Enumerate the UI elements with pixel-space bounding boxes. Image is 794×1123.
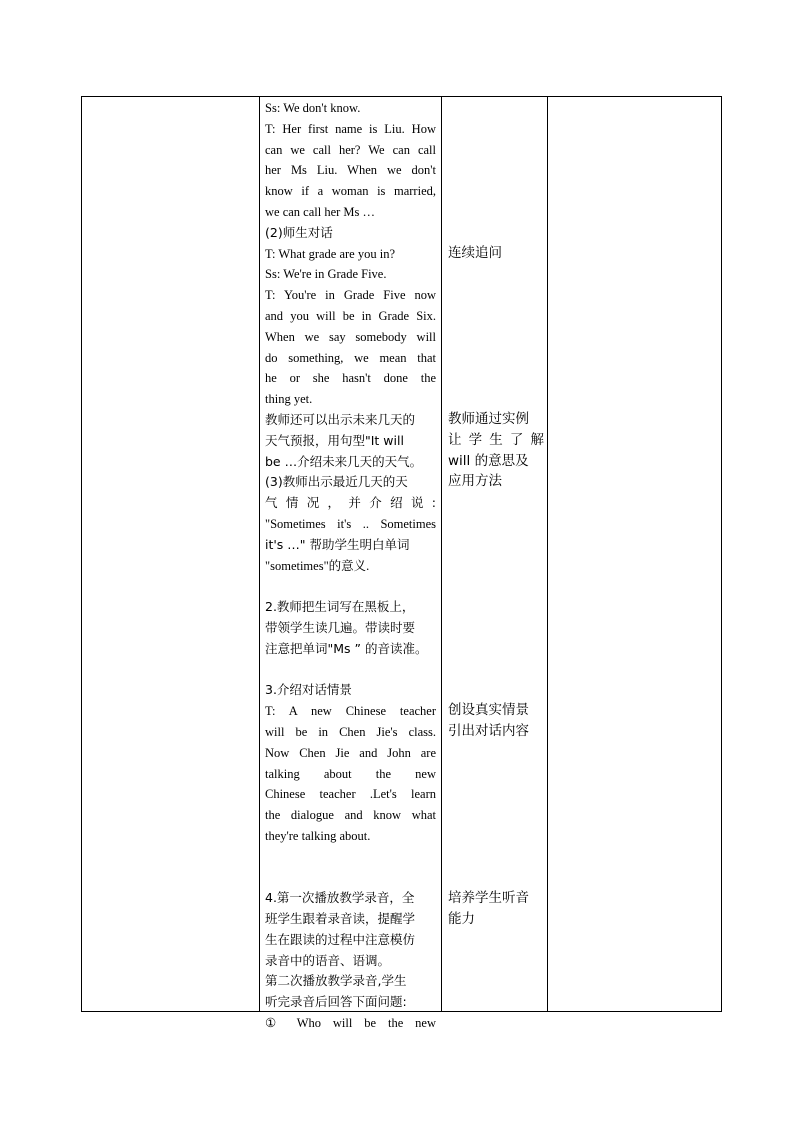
activity-line: 4.第一次播放教学录音，全 — [265, 890, 415, 906]
blank-line — [265, 576, 436, 597]
lesson-plan-table — [81, 96, 722, 1031]
column-empty-right — [548, 97, 722, 1011]
activity-line: (2)师生对话 — [265, 224, 333, 240]
purpose-note — [448, 409, 544, 492]
activity-line: "Sometimes it's .. Sometimes — [265, 516, 436, 531]
purpose-line: 教师通过实例 — [448, 411, 529, 427]
activity-line: will be in Chen Jie's class. — [265, 724, 436, 739]
activity-line: 带领学生读几遍。带读时要 — [265, 619, 416, 635]
purpose-line: 连续追问 — [448, 245, 502, 261]
activity-line: Chinese teacher .Let's learn — [265, 787, 436, 802]
activity-line: 天气预报，用句型"It will — [265, 432, 404, 448]
activity-line: it's …" 帮助学生明白单词 — [265, 536, 410, 552]
activity-line: Now Chen Jie and John are — [265, 745, 436, 760]
purpose-line: 应用方法 — [448, 473, 502, 490]
activity-line: thing yet. — [265, 392, 313, 407]
column-divider — [259, 97, 260, 1011]
activity-line: talking about the new — [265, 766, 436, 781]
activity-line: Ss: We don't know. — [265, 101, 361, 115]
purpose-line: 创设真实情景 — [448, 702, 529, 718]
purpose-line: 培养学生听音 — [448, 890, 529, 906]
activity-line: 录音中的语音、语调。 — [265, 952, 391, 968]
activity-line: and you will be in Grade Six. — [265, 308, 436, 323]
activity-line: can we call her? We can call — [265, 142, 436, 157]
activity-line: T: What grade are you in? — [265, 246, 395, 261]
purpose-line: 能力 — [448, 910, 475, 927]
activity-line: (3)教师出示最近几天的天 — [265, 474, 408, 490]
activity-line: ① Who will be the new — [265, 1016, 436, 1031]
activity-line: they're talking about. — [265, 828, 371, 843]
activity-line: T: You're in Grade Five now — [265, 288, 436, 303]
purpose-line: 引出对话内容 — [448, 722, 529, 739]
activity-line: the dialogue and know what — [265, 808, 436, 823]
activity-line: T: A new Chinese teacher — [265, 704, 436, 719]
purpose-note — [448, 888, 544, 930]
column-empty-left — [82, 97, 259, 1011]
activity-line: he or she hasn't done the — [265, 371, 436, 386]
column-divider — [441, 97, 442, 1011]
activity-line: When we say somebody will — [265, 329, 436, 344]
activities-column — [265, 98, 436, 1031]
activity-line: 2.教师把生词写在黑板上， — [265, 599, 415, 615]
activity-line: do something, we mean that — [265, 350, 436, 365]
purpose-column — [448, 97, 544, 1011]
purpose-note — [448, 243, 544, 264]
activity-line: "sometimes"的意义. — [265, 558, 370, 573]
activity-line: 3.介绍对话情景 — [265, 682, 352, 698]
blank-line — [265, 867, 436, 888]
activity-line: 注意把单词"Ms ” 的音读准。 — [265, 640, 428, 656]
purpose-note — [448, 700, 544, 742]
activity-line: 第二次播放教学录音,学生 — [265, 973, 407, 989]
blank-line — [265, 660, 436, 681]
activity-line: 生在跟读的过程中注意模仿 — [265, 931, 416, 947]
activity-line: 教师还可以出示未来几天的 — [265, 411, 416, 427]
activity-line: 气 情 况 ， 并 介 绍 说 : — [265, 495, 436, 511]
activity-line: know if a woman is married, — [265, 184, 436, 199]
purpose-line: 让 学 生 了 解 — [448, 431, 544, 448]
activity-line: T: Her first name is Liu. How — [265, 121, 436, 136]
purpose-line: will 的意思及 — [448, 452, 529, 469]
activity-line: be …介绍未来几天的天气。 — [265, 453, 423, 469]
activity-line: 听完录音后回答下面问题: — [265, 994, 407, 1010]
activity-line: we can call her Ms … — [265, 204, 376, 219]
activity-line: her Ms Liu. When we don't — [265, 163, 436, 178]
activity-line: 班学生跟着录音读，提醒学 — [265, 911, 416, 927]
activity-line: Ss: We're in Grade Five. — [265, 267, 387, 282]
blank-line — [265, 847, 436, 868]
